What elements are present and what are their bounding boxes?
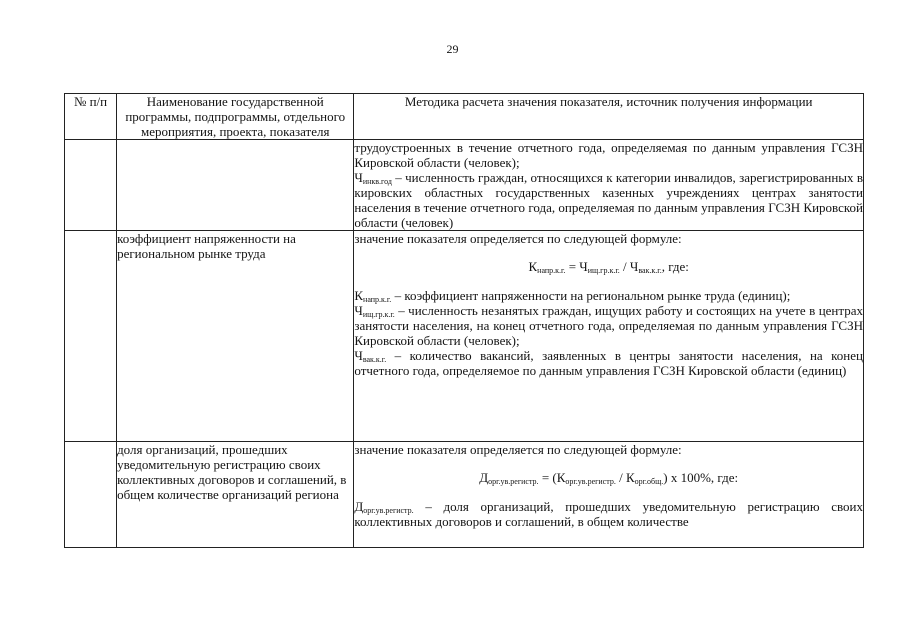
- table-row: [65, 140, 864, 231]
- cell-number: [65, 140, 117, 231]
- table-header-row: [65, 94, 864, 140]
- formula: $Д_{орг.ув.регистр.} = (К_{орг.ув.регистр.} / К_{орг.общ.})$ x 100%, где:: [479, 470, 739, 486]
- page-number: 29: [446, 42, 459, 56]
- cell-method: [354, 140, 864, 231]
- method-text: трудоустроенных в течение отчетного года, определяемая по данным управления ГСЗН Кировской области (человек);: [354, 140, 863, 170]
- formula: $К_{напр.к.г.} = Ч_{ищ.гр.к.г.} / Ч_{вак.к.г.}$, где:: [528, 259, 689, 275]
- indicator-name: доля организаций, прошедших уведомительную регистрацию своих коллективных договоров и соглашений, в общем количестве организаций региона: [117, 442, 354, 548]
- indicator-table: [64, 93, 864, 548]
- method-intro: значение показателя определяется по следующей формуле:: [354, 231, 682, 246]
- header-method: Методика расчета значения показателя, источник получения информации: [354, 94, 864, 140]
- header-name: Наименование государственной программы, подпрограммы, отдельного мероприятия, проекта, показателя: [117, 94, 354, 140]
- method-intro: значение показателя определяется по следующей формуле:: [354, 442, 682, 457]
- indicator-name: коэффициент напряженности на региональном рынке труда: [117, 231, 354, 442]
- cell-number: [65, 231, 117, 442]
- cell-method: [354, 442, 864, 548]
- cell-number: [65, 442, 117, 548]
- definition-ch2: $Ч_{вак.к.г.}$ – количество вакансий, заявленных в центры занятости населения, на конец отчетного года, определяемое по данным управления ГСЗН Кировской области (единиц): [354, 348, 863, 378]
- table-row: [65, 231, 864, 442]
- method-definition: $Ч_{инкв.год}$ – численность граждан, относящихся к категории инвалидов, зарегистрированных в кировских областных государственных казенных учреждениях центрах занятости населения в течение отчетного года, определяемая по данным управления ГСЗН Кировской области (человек): [354, 170, 863, 230]
- definition-d: $Д_{орг.ув.регистр.}$ – доля организаций, прошедших уведомительную регистрацию своих коллективных договоров и соглашений, в общем количестве: [354, 499, 863, 529]
- header-number: № п/п: [65, 94, 117, 140]
- table-row: [65, 442, 864, 548]
- definition-ch1: $Ч_{ищ.гр.к.г.}$ – численность незанятых граждан, ищущих работу и состоящих на учете в центрах занятости населения, на конец отчетного года, определяемая по данным управления ГСЗН Кировской области (человек);: [354, 303, 863, 348]
- cell-name: [117, 140, 354, 231]
- cell-method: [354, 231, 864, 442]
- definition-k: $К_{напр.к.г.}$ – коэффициент напряженности на региональном рынке труда (единиц);: [354, 288, 791, 304]
